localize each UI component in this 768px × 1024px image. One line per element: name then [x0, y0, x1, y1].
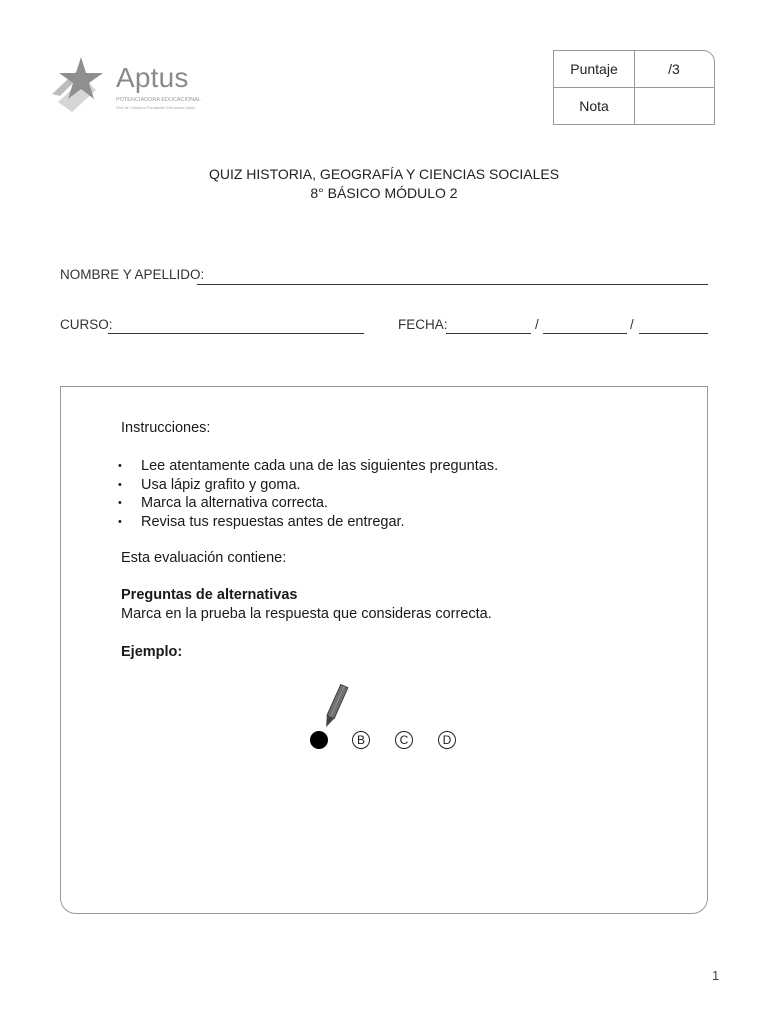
option-c-bubble[interactable]: C: [395, 731, 413, 749]
list-item: • Lee atentamente cada una de las siguientes preguntas.: [118, 457, 498, 476]
section-title: Preguntas de alternativas: [121, 587, 298, 603]
fecha-separator: /: [630, 317, 634, 332]
fecha-year-field[interactable]: [639, 333, 708, 334]
nota-label: Nota: [579, 98, 609, 114]
fecha-separator: /: [535, 317, 539, 332]
quiz-subtitle: 8° BÁSICO MÓDULO 2: [310, 185, 458, 201]
logo-name: Aptus: [116, 62, 189, 93]
fecha-label: FECHA:: [398, 317, 448, 332]
instructions-heading: Instrucciones:: [121, 420, 211, 436]
example-label: Ejemplo:: [121, 644, 183, 660]
curso-label: CURSO:: [60, 317, 113, 332]
evaluation-contains: Esta evaluación contiene:: [121, 550, 287, 566]
list-item: • Marca la alternativa correcta.: [118, 494, 498, 513]
star-logo-icon: [50, 54, 112, 116]
fecha-day-field[interactable]: [446, 333, 531, 334]
curso-field[interactable]: [108, 333, 364, 334]
pencil-icon: [318, 682, 352, 732]
puntaje-label: Puntaje: [570, 61, 618, 77]
page-number: 1: [712, 968, 720, 983]
option-a-filled-bubble[interactable]: [310, 731, 328, 749]
option-b-bubble[interactable]: B: [352, 731, 370, 749]
quiz-title: QUIZ HISTORIA, GEOGRAFÍA Y CIENCIAS SOCIALES: [208, 166, 560, 182]
score-table: [553, 50, 715, 125]
nombre-field[interactable]: [197, 284, 708, 285]
list-item: • Usa lápiz grafito y goma.: [118, 476, 498, 495]
fecha-month-field[interactable]: [543, 333, 627, 334]
nota-value-field[interactable]: [634, 87, 714, 125]
logo-subtitle: Red de Colegios Fundación Patronato Oasis: [116, 105, 196, 110]
puntaje-value: /3: [668, 61, 680, 77]
logo-tagline: POTENCIADORA EDUCACIONAL: [116, 97, 201, 103]
option-d-bubble[interactable]: D: [438, 731, 456, 749]
section-text: Marca en la prueba la respuesta que consideras correcta.: [121, 606, 492, 622]
nombre-label: NOMBRE Y APELLIDO:: [60, 267, 205, 282]
instructions-list: [118, 457, 498, 531]
list-item: • Revisa tus respuestas antes de entregar.: [118, 513, 498, 532]
aptus-logo: [50, 54, 200, 116]
